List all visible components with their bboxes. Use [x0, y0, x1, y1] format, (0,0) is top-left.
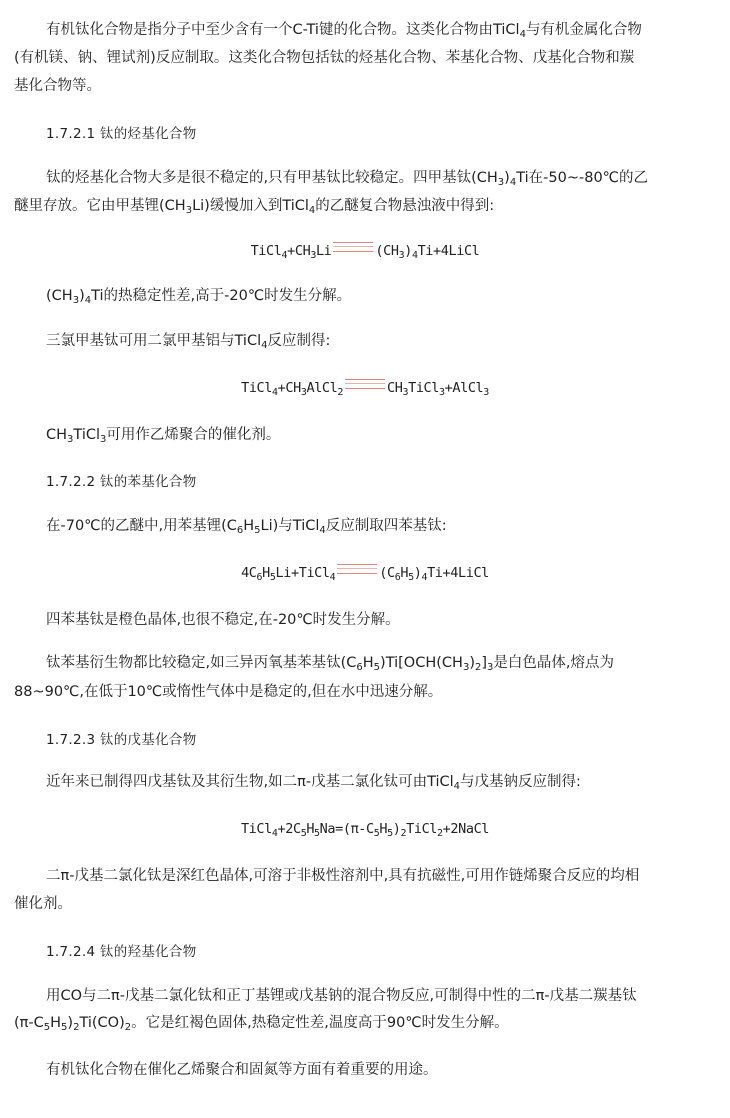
equation-dicyclopentyltitanium-dichloride: $TiCl_4+2C_5H_5Na=(\pi-C_5H_5)_2TiCl_2+2NaCl$	[240, 821, 490, 839]
equation-trichloromethyltitanium: $TiCl_4+CH_3AlCl_2$ $CH_3TiCl_3+AlCl_3$	[241, 380, 489, 398]
alkyl-paragraph-line-2: 醚里存放。它由甲基锂$(CH_3Li)$缓慢加入到TiCl$_4$的乙醚复合物悬浊液中得到:	[14, 198, 495, 216]
phenyl-stability-note: 四苯基钛是橙色晶体,也很不稳定,在-20℃时发生分解。	[46, 612, 400, 628]
trichloromethyltitanium-intro: 三氯甲基钛可用二氯甲基铝与TiCl$_4$反应制得:	[46, 333, 331, 351]
phenyl-paragraph-line-1: 在-70℃的乙醚中,用苯基锂$(C_6H_5Li)$与TiCl$_4$反应制取四苯基钛:	[46, 518, 447, 536]
section-heading-carbonyl: 1.7.2.4 钛的羟基化合物	[46, 944, 197, 960]
carbonyl-paragraph-line-1: 用CO与二π-戊基二氯化钛和正丁基锂或戊基钠的混合物反应,可制得中性的二π-戊基二羰基钛	[46, 988, 637, 1004]
section-heading-phenyl: 1.7.2.2 钛的苯基化合物	[46, 474, 197, 490]
trichloromethyltitanium-use: $CH_3TiCl_3$可用作乙烯聚合的催化剂。	[46, 427, 281, 445]
reaction-arrow-icon	[345, 379, 385, 389]
intro-line-2: (有机镁、钠、锂试剂)反应制取。这类化合物包括钛的烃基化合物、苯基化合物、戊基化合物和羰	[14, 50, 635, 66]
section-heading-alkyl: 1.7.2.1 钛的烃基化合物	[46, 126, 197, 142]
alkyl-paragraph-line-1: 钛的烃基化合物大多是很不稳定的,只有甲基钛比较稳定。四甲基钛$(CH_3)_4Ti$在-50~-80℃的乙	[46, 170, 648, 188]
carbonyl-paragraph-line-2: $(\pi-C_5H_5)_2Ti(CO)_2$。它是红褐色固体,热稳定性差,温度高于90℃时发生分解。	[14, 1015, 509, 1033]
alkyl-stability-note: $(CH_3)_4Ti$的热稳定性差,高于-20℃时发生分解。	[46, 288, 352, 306]
phenyl-derivatives-line-2: 88~90℃,在低于10℃或惰性气体中是稳定的,但在水中迅速分解。	[14, 684, 443, 700]
section-heading-pentyl: 1.7.2.3 钛的戊基化合物	[46, 732, 197, 748]
reaction-arrow-icon	[337, 564, 377, 574]
pentyl-paragraph-line-1: 近年来已制得四戊基钛及其衍生物,如二π-戊基二氯化钛可由TiCl$_4$与戊基钠反应制得:	[46, 774, 581, 792]
pentyl-paragraph-line-3: 催化剂。	[14, 896, 72, 912]
pentyl-paragraph-line-2: 二π-戊基二氯化钛是深红色晶体,可溶于非极性溶剂中,具有抗磁性,可用作链烯聚合反应的均相	[46, 868, 640, 884]
intro-line-1: 有机钛化合物是指分子中至少含有一个C-Ti键的化合物。这类化合物由TiCl$_4$与有机金属化合物	[46, 22, 642, 40]
equation-tetramethyltitanium: $TiCl_4+CH_3Li$ $(CH_3)_4Ti+4LiCl$	[250, 243, 480, 261]
reaction-arrow-icon	[333, 242, 373, 252]
equation-tetraphenyltitanium: $4C_6H_5Li+TiCl_4$ $(C_6H_5)_4Ti+4LiCl$	[241, 565, 489, 583]
closing-paragraph: 有机钛化合物在催化乙烯聚合和固氮等方面有着重要的用途。	[46, 1062, 438, 1078]
intro-line-3: 基化合物等。	[14, 78, 101, 94]
phenyl-derivatives-line-1: 钛苯基衍生物都比较稳定,如三异丙氧基苯基钛$(C_6H_5)Ti[OCH(CH_3)_2]_3$是白色晶体,熔点为	[46, 655, 615, 673]
